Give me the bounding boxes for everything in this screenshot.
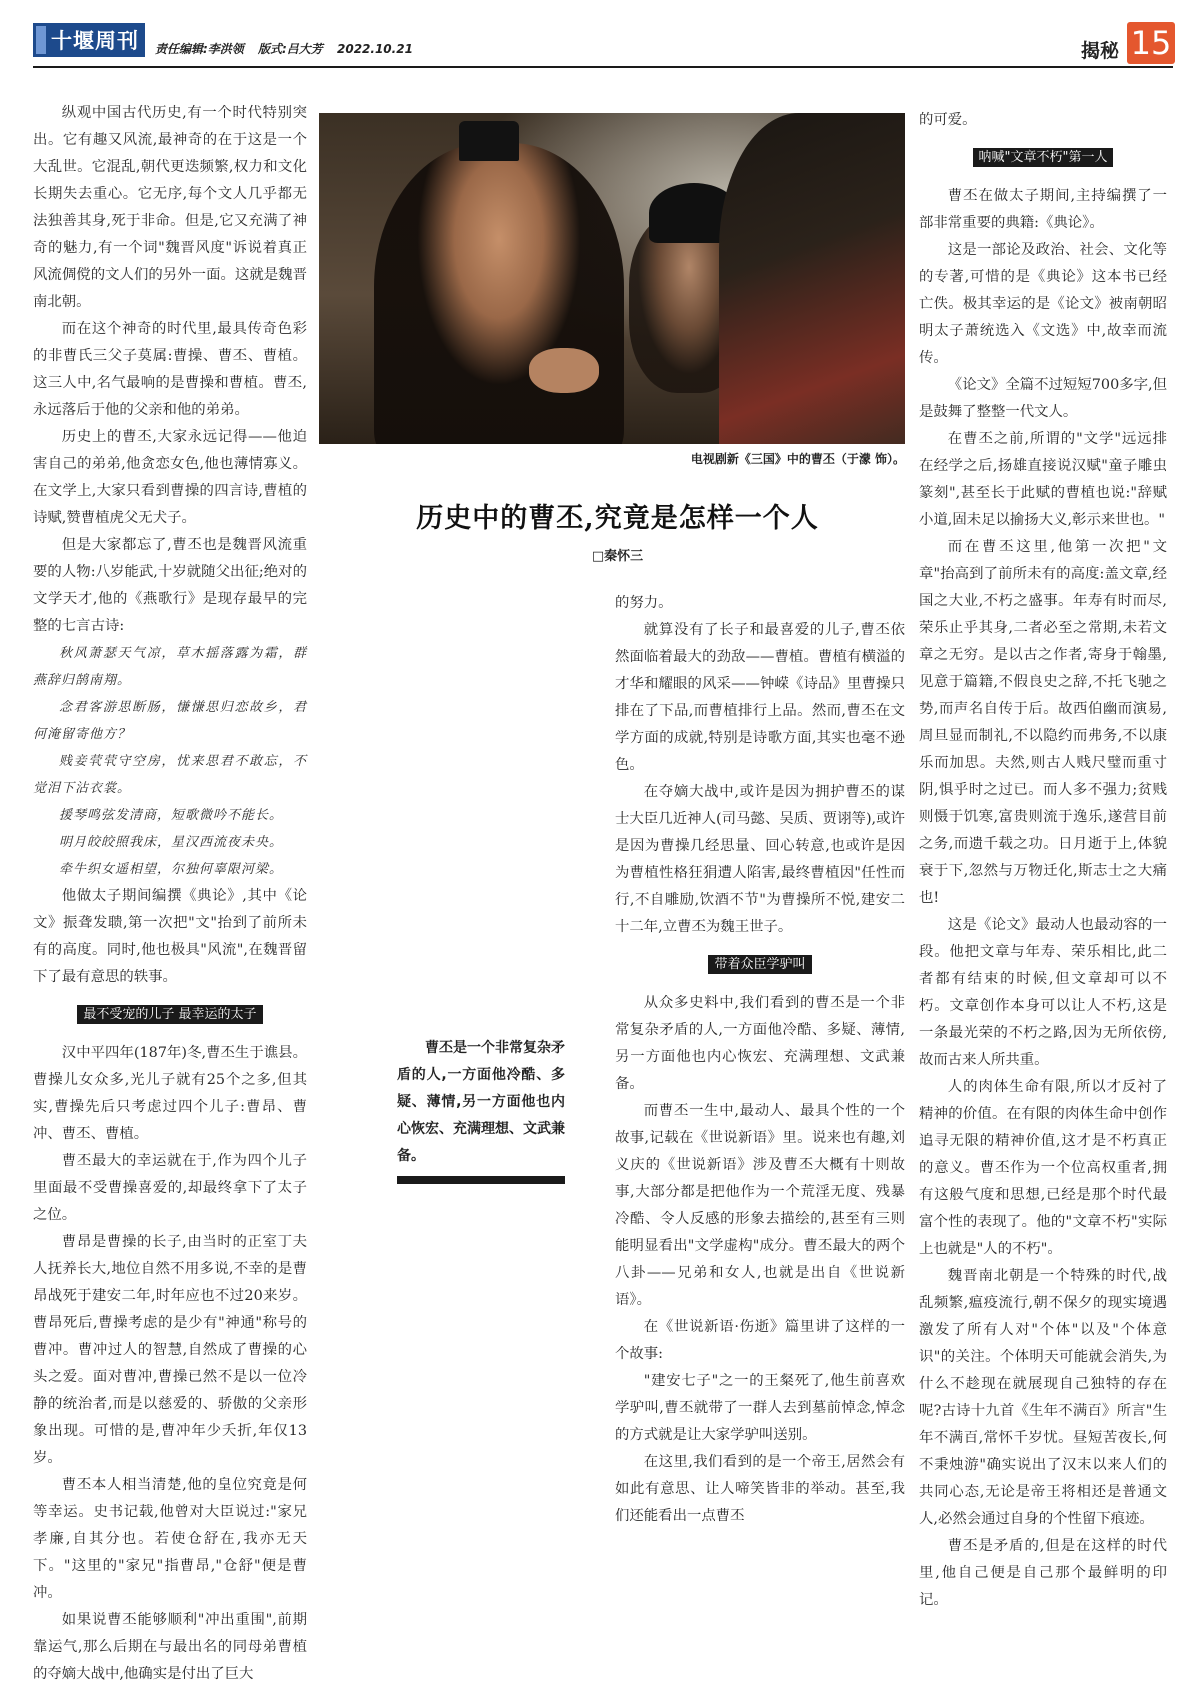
paragraph: 人的肉体生命有限,所以才反衬了精神的价值。在有限的肉体生命中创作追寻无限的精神价值,这才是不朽真正的意义。曹丕作为一个位高权重者,拥有这般气度和思想,已经是那个时代最富个性的表现了。他的"文章不朽"实际上也就是"人的不朽"。 (919, 1079, 1167, 1257)
poem-line: 秋风萧瑟天气凉，草木摇落露为霜，群燕辞归鹄南翔。 (33, 646, 307, 688)
editor-credit: 责任编辑:李洪领 (155, 42, 244, 56)
paragraph: 纵观中国古代历史,有一个时代特别突出。它有趣又风流,最神奇的在于这是一个大乱世。它混乱,朝代更迭频繁,权力和文化长期失去重心。它无序,每个文人几乎都无法独善其身,死于非命。但是,它又充满了神奇的魅力,有一个词"魏晋风度"诉说着真正风流倜傥的文人们的另外一面。这就是魏晋南北朝。 (33, 105, 307, 310)
layout-credit: 版式:吕大芳 (258, 42, 323, 56)
column-3 (919, 107, 1167, 1614)
header-rule (33, 66, 1173, 68)
poem-line: 贱妾茕茕守空房，忧来思君不敢忘，不觉泪下沾衣裳。 (33, 754, 307, 796)
photo-figure-caopi (374, 143, 624, 444)
subheading (615, 951, 905, 978)
masthead-tag (36, 26, 46, 54)
paragraph: "建安七子"之一的王粲死了,他生前喜欢学驴叫,曹丕就带了一群人去到墓前悼念,悼念的方式就是让大家学驴叫送别。 (615, 1373, 905, 1443)
paragraph: 但是大家都忘了,曹丕也是魏晋风流重要的人物:八岁能武,十岁就随父出征;绝对的文学天才,他的《燕歌行》是现存最早的完整的七言古诗: (33, 537, 307, 634)
paragraph: 《论文》全篇不过短短700多字,但是鼓舞了整整一代文人。 (919, 377, 1167, 420)
paragraph: 而在这个神奇的时代里,最具传奇色彩的非曹氏三父子莫属:曹操、曹丕、曹植。这三人中,名气最响的是曹操和曹植。曹丕,永远落后于他的父亲和他的弟弟。 (33, 321, 307, 418)
photo-hat (459, 121, 519, 161)
masthead-title: 十堰周刊 (51, 29, 139, 53)
subheading-text: 呐喊"文章不朽"第一人 (973, 148, 1114, 167)
paragraph: 曹丕是矛盾的,但是在这样的时代里,他自己便是自己那个最鲜明的印记。 (919, 1538, 1167, 1608)
paragraph: 在曹丕之前,所谓的"文学"远远排在经学之后,扬雄直接说汉赋"童子雕虫篆刻",甚至长于此赋的曹植也说:"辞赋小道,固未足以揄扬大义,彰示来世也。" (919, 431, 1167, 528)
drama-still-photo (319, 113, 905, 444)
subheading-text: 带着众臣学驴叫 (708, 955, 811, 974)
pull-quote-bar (397, 1176, 565, 1184)
subheading (33, 1001, 307, 1028)
paragraph: 的可爱。 (919, 112, 977, 128)
paragraph: 曹丕在做太子期间,主持编撰了一部非常重要的典籍:《典论》。 (919, 188, 1167, 231)
paragraph: 在《世说新语·伤逝》篇里讲了这样的一个故事: (615, 1319, 905, 1362)
photo-hands (529, 348, 599, 393)
paragraph: 的努力。 (615, 595, 673, 611)
pull-quote-text: 曹丕是一个非常复杂矛盾的人,一方面他冷酷、多疑、薄情,另一方面他也内心恢宏、充满理想、文武兼备。 (397, 1040, 565, 1164)
photo-caption: 电视剧新《三国》中的曹丕（于濛 饰）。 (690, 452, 905, 466)
paragraph: 魏晋南北朝是一个特殊的时代,战乱频繁,瘟疫流行,朝不保夕的现实境遇激发了所有人对"个体"以及"个体意识"的关注。个体明天可能就会消失,为什么不趁现在就展现自己独特的存在呢?古诗十九首《生年不满百》所言"生年不满百,常怀千岁忧。昼短苦夜长,何不秉烛游"确实说出了汉末以来人们的共同心态,无论是帝王将相还是普通文人,必然会通过自身的个性留下痕迹。 (919, 1268, 1167, 1527)
paragraph: 而曹丕一生中,最动人、最具个性的一个故事,记载在《世说新语》里。说来也有趣,刘义庆的《世说新语》涉及曹丕大概有十则故事,大部分都是把他作为一个荒淫无度、残暴冷酷、令人反感的形象去描绘的,甚至有三则能明显看出"文学虚构"成分。曹丕最大的两个八卦——兄弟和女人,也就是出自《世说新语》。 (615, 1103, 905, 1308)
column-2 (615, 590, 905, 1530)
article-headline: 历史中的曹丕,究竟是怎样一个人 (416, 503, 819, 534)
paragraph: 这是《论文》最动人也最动容的一段。他把文章与年寿、荣乐相比,此二者都有结束的时候,但文章却可以不朽。文章创作本身可以让人不朽,这是一条最光荣的不朽之路,因为无所依傍,故而古来人所共重。 (919, 917, 1167, 1068)
masthead-logo (33, 23, 145, 57)
paragraph: 而在曹丕这里,他第一次把"文章"抬高到了前所未有的高度:盖文章,经国之大业,不朽之盛事。年寿有时而尽,荣乐止乎其身,二者必至之常期,未若文章之无穷。是以古之作者,寄身于翰墨,见意于篇籍,不假良史之辞,不托飞驰之势,而声名自传于后。故西伯幽而演易,周旦显而制礼,不以隐约而弗务,不以康乐而加思。夫然,则古人贱尺璧而重寸阴,惧乎时之过已。而人多不强力;贫贱则慑于饥寒,富贵则流于逸乐,遂营目前之务,而遗千载之功。日月逝于上,体貌衰于下,忽然与万物迁化,斯志士之大痛也! (919, 539, 1167, 906)
article-byline: □秦怀三 (591, 549, 644, 564)
pull-quote (397, 1035, 565, 1170)
issue-date: 2022.10.21 (337, 42, 413, 56)
paragraph: 曹昂是曹操的长子,由当时的正室丁夫人抚养长大,地位自然不用多说,不幸的是曹昂战死于建安二年,时年应也不过20来岁。曹昂死后,曹操考虑的是少有"神通"称号的曹冲。曹冲过人的智慧,自然成了曹操的心头之爱。面对曹冲,曹操已然不是以一位冷静的统治者,而是以慈爱的、骄傲的父亲形象出现。可惜的是,曹冲年少夭折,年仅13岁。 (33, 1234, 307, 1466)
subheading-text: 最不受宠的儿子 最幸运的太子 (77, 1005, 262, 1024)
section-name: 揭秘 (1081, 40, 1120, 62)
paragraph: 这是一部论及政治、社会、文化等的专著,可惜的是《典论》这本书已经亡佚。极其幸运的是《论文》被南朝昭明太子萧统选入《文选》中,故幸而流传。 (919, 242, 1167, 366)
paragraph: 汉中平四年(187年)冬,曹丕生于谯县。曹操儿女众多,光儿子就有25个之多,但其实,曹操先后只考虑过四个儿子:曹昂、曹冲、曹丕、曹植。 (33, 1045, 307, 1142)
page-header (33, 20, 1173, 68)
paragraph: 就算没有了长子和最喜爱的儿子,曹丕依然面临着最大的劲敌——曹植。曹植有横溢的才华和耀眼的风采——钟嵘《诗品》里曹操只排在了下品,而曹植排行上品。然而,曹丕在文学方面的成就,特别是诗歌方面,其实也毫不逊色。 (615, 622, 905, 773)
paragraph: 从众多史料中,我们看到的曹丕是一个非常复杂矛盾的人,一方面他冷酷、多疑、薄情,另一方面他也内心恢宏、充满理想、文武兼备。 (615, 995, 905, 1092)
poem-line: 援琴鸣弦发清商，短歌微吟不能长。 (59, 808, 284, 823)
paragraph: 在这里,我们看到的是一个帝王,居然会有如此有意思、让人啼笑皆非的举动。甚至,我们还能看出一点曹丕 (615, 1454, 905, 1524)
column-1 (33, 100, 307, 1688)
poem-line: 念君客游思断肠，慊慊思归恋故乡，君何淹留寄他方？ (33, 700, 307, 742)
poem-line: 明月皎皎照我床，星汉西流夜未央。 (59, 835, 284, 850)
paragraph: 如果说曹丕能够顺利"冲出重围",前期靠运气,那么后期在与最出名的同母弟曹植的夺嫡大战中,他确实是付出了巨大 (33, 1612, 307, 1682)
subheading (919, 144, 1167, 171)
credits (155, 40, 423, 57)
photo-figure-foreground (719, 113, 905, 444)
paragraph: 他做太子期间编撰《典论》,其中《论文》振聋发聩,第一次把"文"抬到了前所未有的高度。同时,他也极具"风流",在魏晋留下了最有意思的轶事。 (33, 888, 307, 985)
poem-line: 牵牛织女遥相望，尔独何辜限河梁。 (59, 862, 284, 877)
paragraph: 曹丕本人相当清楚,他的皇位究竟是何等幸运。史书记载,他曾对大臣说过:"家兄孝廉,自其分也。若使仓舒在,我亦无天下。"这里的"家兄"指曹昂,"仓舒"便是曹冲。 (33, 1477, 307, 1601)
paragraph: 曹丕最大的幸运就在于,作为四个儿子里面最不受曹操喜爱的,却最终拿下了太子之位。 (33, 1153, 307, 1223)
page-number: 15 (1127, 22, 1175, 64)
paragraph: 历史上的曹丕,大家永远记得——他迫害自己的弟弟,他贪恋女色,他也薄情寡义。在文学上,大家只看到曹操的四言诗,曹植的诗赋,赞曹植虎父无犬子。 (33, 429, 307, 526)
paragraph: 在夺嫡大战中,或许是因为拥护曹丕的谋士大臣几近神人(司马懿、吴质、贾诩等),或许是因为曹操几经思量、回心转意,也或许是因为曹植性格狂狷遭人陷害,最终曹植因"任性而行,不自雕励,饮酒不节"为曹操所不悦,建安二十二年,立曹丕为魏王世子。 (615, 784, 905, 935)
